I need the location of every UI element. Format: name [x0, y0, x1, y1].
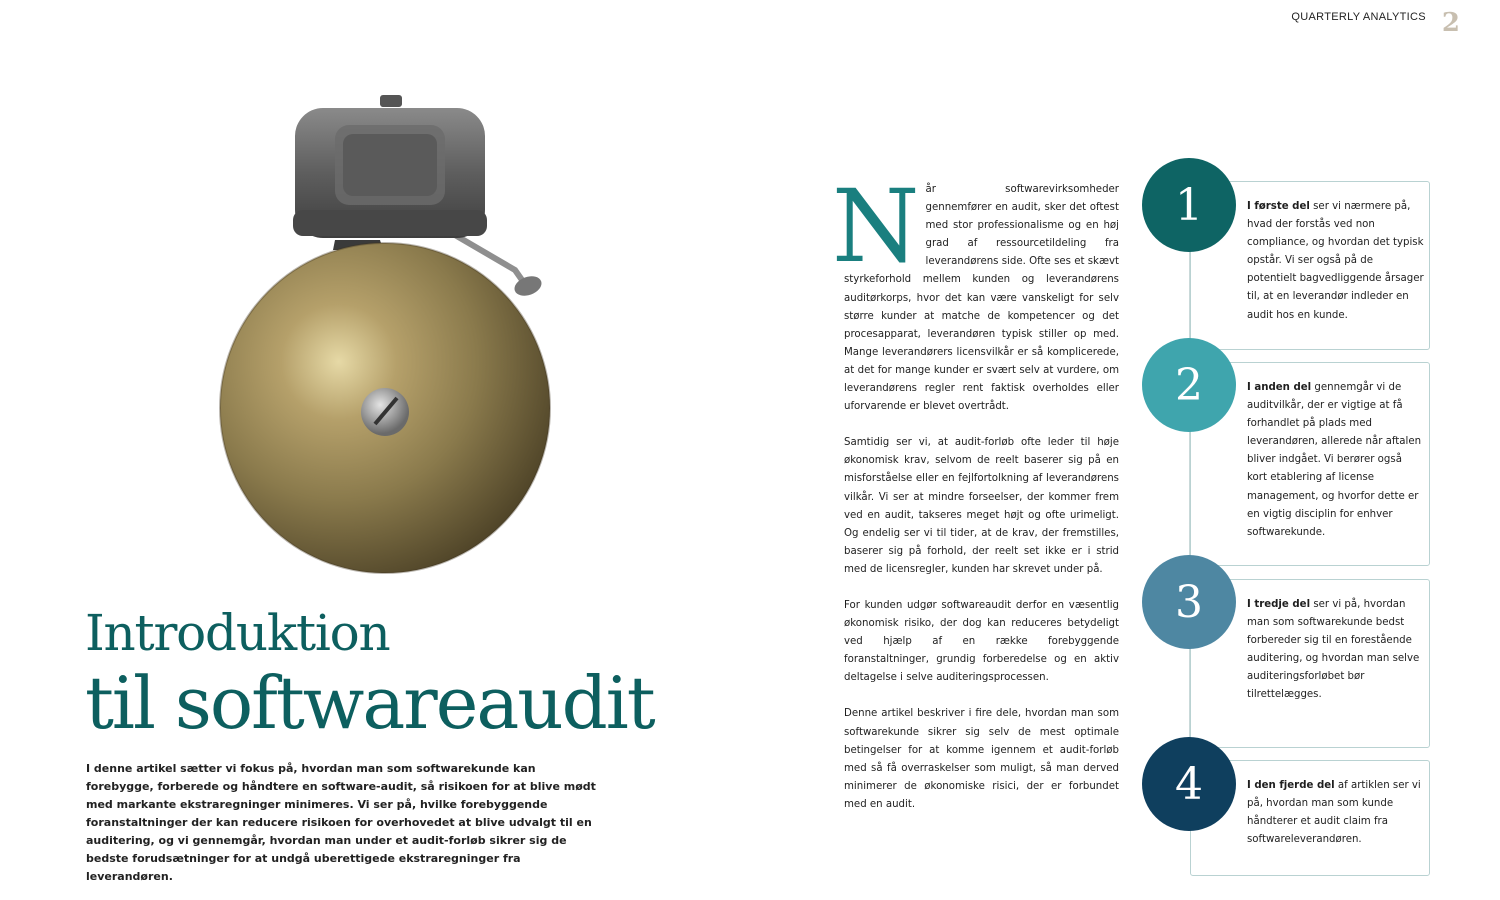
- bell-illustration: [215, 90, 565, 580]
- drop-cap: N: [832, 168, 920, 285]
- part-number-2: 2: [1142, 338, 1236, 432]
- magazine-name: QUARTERLY ANALYTICS: [1291, 11, 1426, 23]
- article-body: [832, 168, 1119, 832]
- part-number-3: 3: [1142, 555, 1236, 649]
- page-number: 2: [1441, 8, 1460, 38]
- lead-paragraph: I denne artikel sætter vi fokus på, hvordan man som softwarekunde kan forebygge, forberede og håndtere en software-audit, så risikoen for at blive mødt med markante ekstraregninger minimeres. Vi ser på, hvilke forebyggende foranstaltninger der kan reducere risikoen for overhovedet at blive udvalgt til en auditering, og vi gennemgår, hvordan man under et audit-forløb sikrer sig de bedste forudsætninger for at undgå uberettigede ekstraregninger fra leverandøren.: [86, 762, 596, 883]
- article-title: [85, 604, 654, 744]
- article-paragraph-3: For kunden udgør softwareaudit derfor en væsentlig økonomisk risiko, der dog kan reduceres betydeligt ved hjælp af en række forebyggende foranstaltninger, grundig forberedelse og en aktiv deltagelse i selve auditeringsprocessen.: [844, 599, 1119, 684]
- part-text-2: I anden del gennemgår vi de auditvilkår, der er vigtige at få forhandlet på plads med leverandøren, allerede når aftalen bliver indgået. Vi berører også kort etablering af license management, og hvorfor dette er en vigtig disciplin for enhver softwarekunde.: [1247, 382, 1422, 538]
- page-header: [1291, 10, 1460, 36]
- part-number-4: 4: [1142, 737, 1236, 831]
- part-text-3: I tredje del ser vi på, hvordan man som softwarekunde bedst forbereder sig til en forestående auditering, og hvordan man selve auditeringsforløbet bør tilrettelægges.: [1247, 599, 1420, 701]
- title-line-2: til softwareaudit: [85, 661, 654, 745]
- article-paragraph-4: Denne artikel beskriver i fire dele, hvordan man som softwarekunde sikrer sig selv de mest optimale betingelser for at komme igennem et audit-forløb med så få overraskelser som muligt, så man derved minimerer de økonomiske risici, der er forbundet med en audit.: [844, 708, 1119, 810]
- article-paragraph-2: Samtidig ser vi, at audit-forløb ofte leder til høje økonomisk krav, selvom de reelt baserer sig på en misforståelse eller en fejlfortolkning af leverandørens vilkår. Vi ser at mindre forseelser, der kommer frem ved en audit, takseres meget højt og ofte urimeligt. Og endelig ser vi til tider, at de krav, der fremstilles, baserer sig på forhold, der reelt set ikke er i strid med de licensregler, kunden har skrevet under på.: [844, 437, 1119, 575]
- article-paragraph-1: Når softwarevirksomheder gennemfører en audit, sker det oftest med stor professionalisme og en høj grad af ressourcetildeling fra leverandørens side. Ofte ses et skævt styrkeforhold mellem kunden og leverandørens auditørkorps, hvor det kan være vanskeligt for selv større kunder at matche de kompetencer og det procesapparat, leverandøren typisk stiller op med. Mange leverandørers licensvilkår er så komplicerede, at det for mange kunder er svært selv at vurdere, om leverandørens regler rent faktisk overholdes eller uforvarende er blevet overtrådt.: [832, 168, 1119, 413]
- title-line-1: Introduktion: [85, 604, 390, 662]
- part-text-1: I første del ser vi nærmere på, hvad der forstås ved non compliance, og hvordan det typisk opstår. Vi ser også på de potentielt bagvedliggende årsager til, at en leverandør indleder en audit hos en kunde.: [1247, 201, 1424, 321]
- part-text-4: I den fjerde del af artiklen ser vi på, hvordan man som kunde håndterer et audit claim fra softwareleverandøren.: [1247, 780, 1421, 846]
- part-number-1: 1: [1142, 158, 1236, 252]
